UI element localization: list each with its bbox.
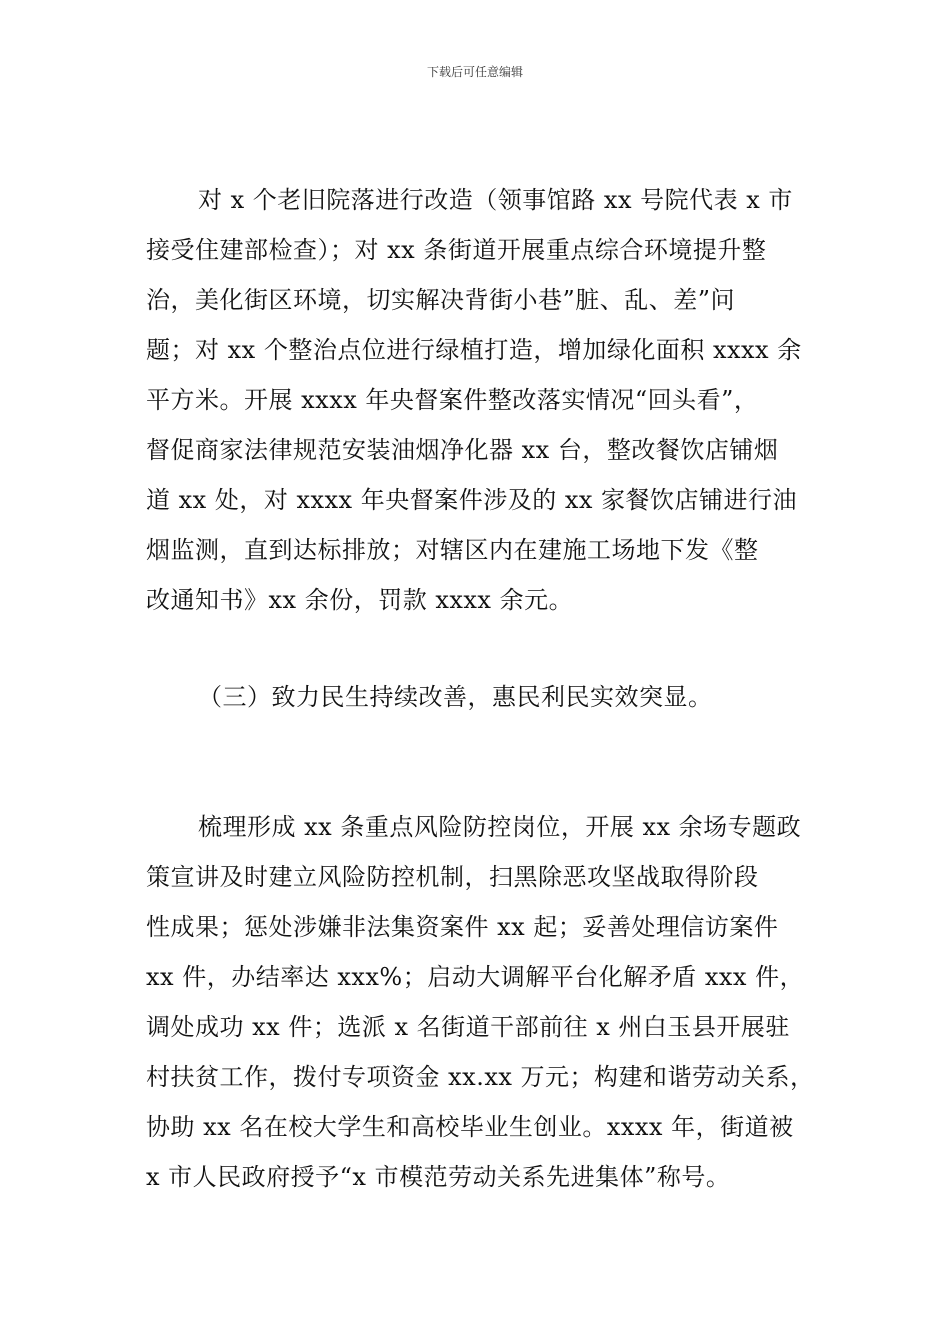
paragraph-line: 题；对 xx 个整治点位进行绿植打造，增加绿化面积 xxxx 余 xyxy=(146,336,802,364)
paragraph-livelihood xyxy=(146,802,836,1202)
paragraph-line: 改通知书》xx 余份，罚款 xxxx 余元。 xyxy=(146,586,574,614)
paragraph-line: 协助 xx 名在校大学生和高校毕业生创业。xxxx 年，街道被 xyxy=(146,1113,794,1141)
paragraph-line: xx 件，办结率达 xxx%；启动大调解平台化解矛盾 xxx 件， xyxy=(146,963,805,991)
paragraph-line: 道 xx 处，对 xxxx 年央督案件涉及的 xx 家餐饮店铺进行油 xyxy=(146,486,798,514)
paragraph-line: 平方米。开展 xxxx 年央督案件整改落实情况“回头看”， xyxy=(146,386,759,414)
section-heading xyxy=(146,672,836,722)
paragraph-line: 接受住建部检查）；对 xx 条街道开展重点综合环境提升整 xyxy=(146,236,767,264)
paragraph-line: 策宣讲及时建立风险防控机制，扫黑除恶攻坚战取得阶段 xyxy=(146,863,759,891)
page-header: 下载后可任意编辑 xyxy=(426,65,523,79)
paragraph-line: 村扶贫工作，拨付专项资金 xx.xx 万元；构建和谐劳动关系， xyxy=(146,1063,815,1091)
paragraph-line: 烟监测，直到达标排放；对辖区内在建施工场地下发《整 xyxy=(146,536,759,564)
paragraph-line: 督促商家法律规范安装油烟净化器 xx 台，整改餐饮店铺烟 xyxy=(146,436,779,464)
section-heading-text: （三）致力民生持续改善，惠民利民实效突显。 xyxy=(198,683,713,711)
paragraph-line: 梳理形成 xx 条重点风险防控岗位，开展 xx 余场专题政 xyxy=(198,813,802,841)
paragraph-line: 性成果；惩处涉嫌非法集资案件 xx 起；妥善处理信访案件 xyxy=(146,913,779,941)
paragraph-line: 治，美化街区环境，切实解决背街小巷”脏、乱、差”问 xyxy=(146,286,736,314)
paragraph-line: 调处成功 xx 件；选派 x 名街道干部前往 x 州白玉县开展驻 xyxy=(146,1013,790,1041)
paragraph-environment xyxy=(146,175,836,625)
paragraph-line: x 市人民政府授予“x 市模范劳动关系先进集体”称号。 xyxy=(146,1163,731,1191)
paragraph-line: 对 x 个老旧院落进行改造（领事馆路 xx 号院代表 x 市 xyxy=(198,186,793,214)
